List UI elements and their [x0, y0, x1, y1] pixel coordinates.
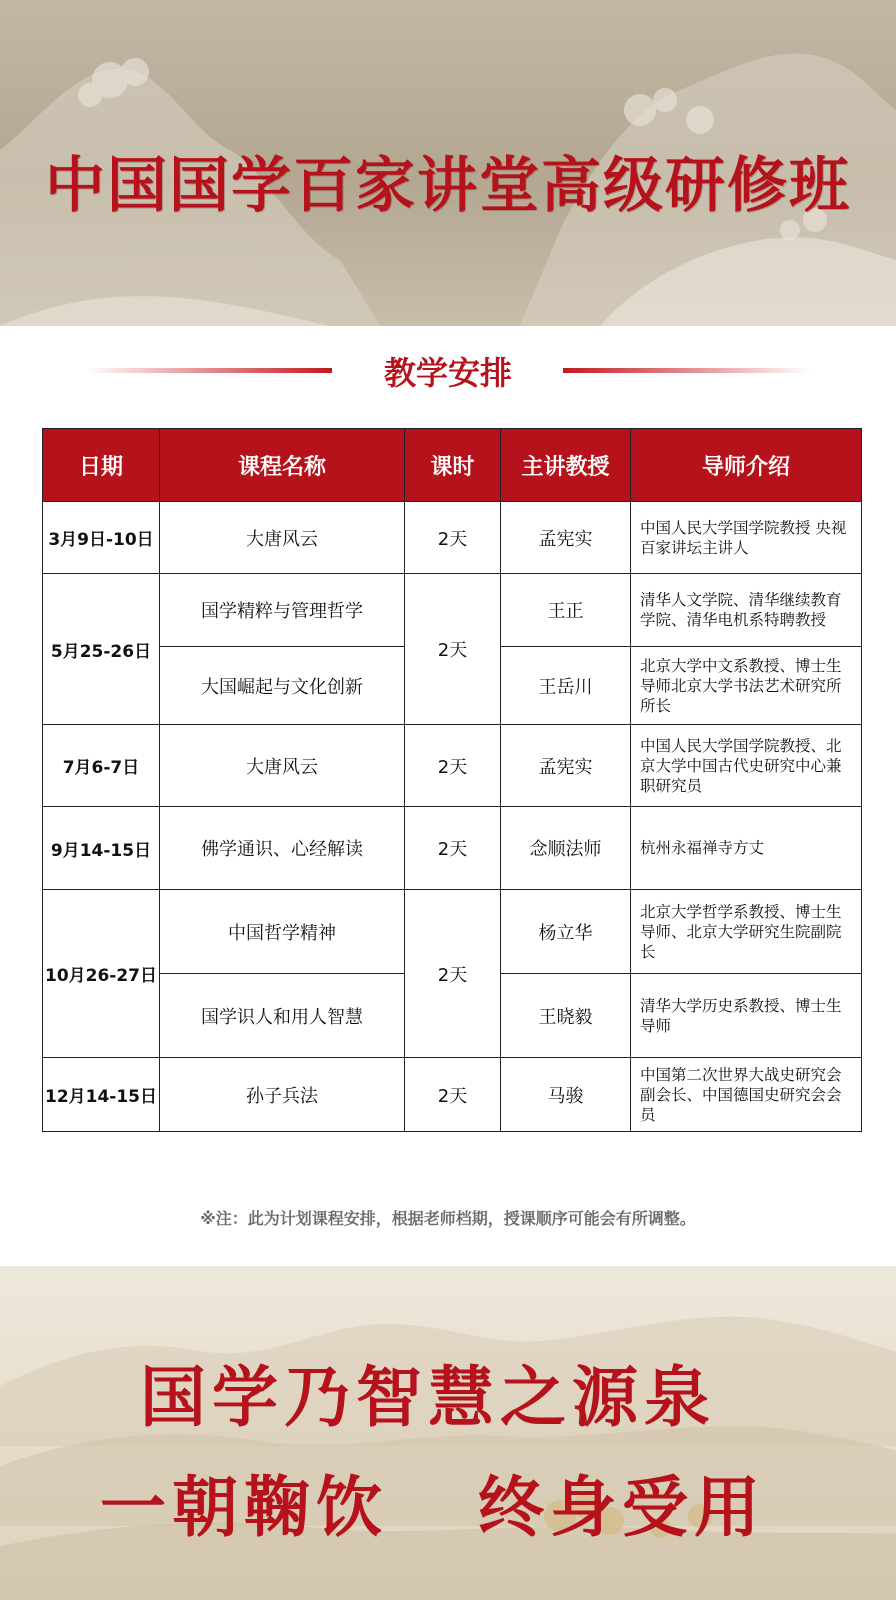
table-header-row: [43, 429, 862, 502]
section-heading: [0, 340, 896, 400]
cell-course: 国学识人和用人智慧: [160, 974, 405, 1058]
table-row: [43, 890, 862, 974]
slogan-line-2: [100, 1454, 896, 1549]
cell-hours: 2天: [405, 502, 501, 574]
header-hours: 课时: [405, 429, 501, 502]
schedule-note: ※注：此为计划课程安排，根据老师档期，授课顺序可能会有所调整。: [200, 1209, 696, 1228]
cell-hours: 2天: [405, 725, 501, 807]
cell-hours: 2天: [405, 1058, 501, 1132]
cell-intro: 清华大学历史系教授、博士生导师: [631, 974, 862, 1058]
cell-course: 大唐风云: [160, 725, 405, 807]
cell-course: 大唐风云: [160, 502, 405, 574]
cell-intro: 清华人文学院、清华继续教育学院、清华电机系特聘教授: [631, 574, 862, 647]
cell-professor: 王晓毅: [501, 974, 631, 1058]
cell-course: 国学精粹与管理哲学: [160, 574, 405, 647]
cell-hours: 2天: [405, 574, 501, 725]
bottom-banner: [0, 1266, 896, 1600]
cell-professor: 马骏: [501, 1058, 631, 1132]
section-divider-right: [563, 368, 811, 373]
cell-professor: 王正: [501, 574, 631, 647]
table-row: [43, 807, 862, 890]
header-intro: 导师介绍: [631, 429, 862, 502]
cell-intro: 北京大学中文系教授、博士生导师北京大学书法艺术研究所所长: [631, 647, 862, 725]
header-professor: 主讲教授: [501, 429, 631, 502]
cell-date: 10月26-27日: [43, 890, 160, 1058]
header-course: 课程名称: [160, 429, 405, 502]
table-row: [43, 574, 862, 647]
slogan-line-2-part-2: 终身受用: [478, 1468, 766, 1546]
page-title: 中国国学百家讲堂高级研修班: [45, 151, 851, 221]
cell-intro: 中国人民大学国学院教授、北京大学中国古代史研究中心兼职研究员: [631, 725, 862, 807]
section-title: 教学安排: [383, 354, 512, 392]
cell-date: 5月25-26日: [43, 574, 160, 725]
cell-professor: 王岳川: [501, 647, 631, 725]
cell-course: 孙子兵法: [160, 1058, 405, 1132]
table-row: [43, 502, 862, 574]
slogan-line-1: 国学乃智慧之源泉: [140, 1358, 716, 1436]
cell-professor: 念顺法师: [501, 807, 631, 890]
top-banner: [0, 0, 896, 326]
cell-professor: 孟宪实: [501, 502, 631, 574]
slogan-line-2-part-1: 一朝鞠饮: [100, 1468, 388, 1546]
cell-intro: 中国第二次世界大战史研究会副会长、中国德国史研究会会员: [631, 1058, 862, 1132]
cell-intro: 中国人民大学国学院教授 央视百家讲坛主讲人: [631, 502, 862, 574]
cell-course: 佛学通识、心经解读: [160, 807, 405, 890]
table-row: [43, 725, 862, 807]
cell-hours: 2天: [405, 890, 501, 1058]
cell-date: 12月14-15日: [43, 1058, 160, 1132]
cell-date: 7月6-7日: [43, 725, 160, 807]
section-divider-left: [86, 368, 332, 373]
cell-hours: 2天: [405, 807, 501, 890]
cell-date: 9月14-15日: [43, 807, 160, 890]
cell-course: 大国崛起与文化创新: [160, 647, 405, 725]
cell-professor: 孟宪实: [501, 725, 631, 807]
cell-intro: 杭州永福禅寺方丈: [631, 807, 862, 890]
header-date: 日期: [43, 429, 160, 502]
schedule-table: [42, 428, 862, 1132]
cell-intro: 北京大学哲学系教授、博士生导师、北京大学研究生院副院长: [631, 890, 862, 974]
table-row: [43, 1058, 862, 1132]
cell-course: 中国哲学精神: [160, 890, 405, 974]
cell-date: 3月9日-10日: [43, 502, 160, 574]
cell-professor: 杨立华: [501, 890, 631, 974]
